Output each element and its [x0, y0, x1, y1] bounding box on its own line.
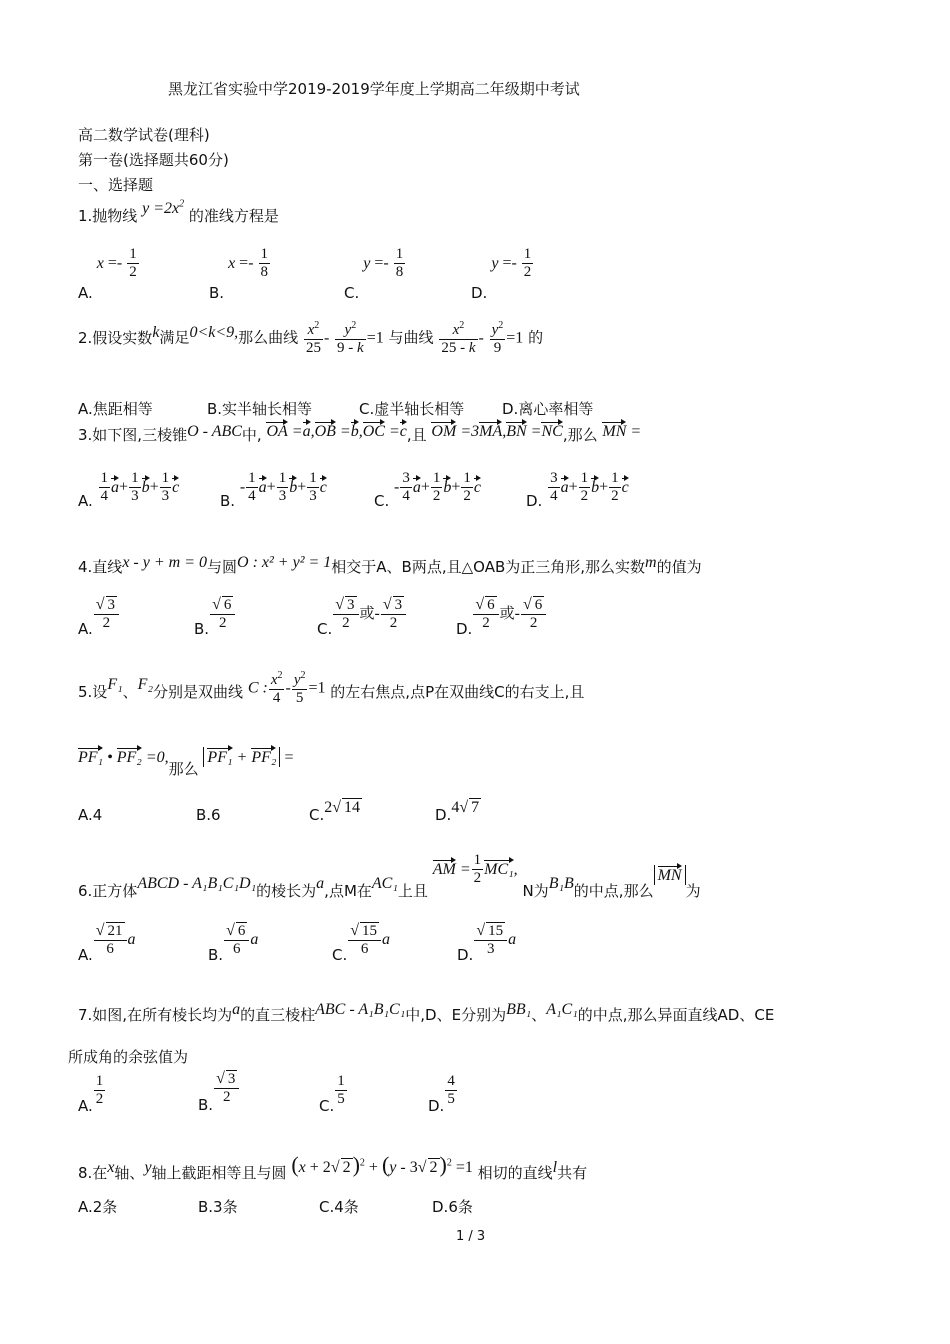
question-4: 4.直线x - y + m = 0与圆O : x² + y² = 1相交于A、B两点,且△OAB为正三角形,那么实数m的值为 [78, 554, 702, 576]
q4-option-d: D. $\frac{√ 6}{2}$ 或- $\frac{√ 6}{2}$ [456, 596, 547, 631]
subject-line: 高二数学试卷(理科) [78, 126, 210, 144]
q8-option-c: C.4条 [319, 1198, 359, 1216]
q4-option-a: A. $\frac{√ 3}{2}$ [78, 596, 120, 631]
section-heading: 一、选择题 [78, 176, 154, 194]
question-6: 6.正方体ABCD - A₁B₁C₁D₁的棱长为a,点M在AC₁上且 AM = $\frac{1}{2}$ MC₁, N为B₁B的中点,那么MN为 [78, 852, 701, 900]
q7-option-b: B. $\frac{√ 3}{2}$ [198, 1070, 240, 1105]
q4-option-b: B. $\frac{√ 6}{2}$ [194, 596, 236, 631]
q3-option-c: C. - $\frac{3}{4}$ a+ $\frac{1}{2}$ b+ $\frac{1}{2}$ c [374, 470, 482, 510]
q2-option-a: A.焦距相等 [78, 400, 153, 418]
q1-option-a: A.x =- $\frac{1}{2}$ [78, 246, 137, 302]
q7-option-a: A. $\frac{1}{2}$ [78, 1073, 104, 1115]
page-number: 1 / 3 [456, 1229, 486, 1244]
question-7: 7.如图,在所有棱长均为a的直三棱柱ABC - A₁B₁C₁中,D、E分别为BB₁、A₁C₁的中点,那么异面直线AD、CE [78, 1001, 775, 1024]
question-5: 5.设F₁、F₂分别是双曲线 C : $\frac{x^2}{4}$ - $\frac{y^2}{5}$ =1 的左右焦点,点P在双曲线C的右支上,且 [78, 670, 585, 706]
q1-option-d: D.y =- $\frac{1}{2}$ [471, 246, 532, 302]
q7-option-d: D. $\frac{4}{5}$ [428, 1073, 455, 1115]
q5-option-d: D.4√ 7 [435, 799, 480, 824]
q2-option-c: C.虚半轴长相等 [359, 400, 465, 418]
q2-option-b: B.实半轴长相等 [207, 400, 313, 418]
q3-option-b: B. - $\frac{1}{4}$ a+ $\frac{1}{3}$ b+ $\frac{1}{3}$ c [220, 470, 327, 510]
question-8: 8.在x轴、y轴上截距相等且与圆 (x + 2√ 2)$^2$ + (y - 3√ 2)$^2$ =1 相切的直线l共有 [78, 1152, 588, 1182]
q8-option-a: A.2条 [78, 1198, 118, 1216]
q7-option-c: C. $\frac{1}{5}$ [319, 1073, 345, 1115]
document-title: 黑龙江省实验中学2019-2019学年度上学期高二年级期中考试 [168, 80, 580, 98]
q5-option-b: B.6 [196, 806, 221, 824]
q8-option-d: D.6条 [432, 1198, 473, 1216]
q7-line-2: 所成角的余弦值为 [68, 1048, 189, 1066]
q3-option-a: A. $\frac{1}{4}$ a+ $\frac{1}{3}$ b+ $\frac{1}{3}$ c [78, 470, 180, 510]
question-2: 2.假设实数k满足0<k<9,那么曲线 $\frac{x^2}{25}$ - $\frac{y^2}{9 - k}$ =1 与曲线 $\frac{x^2}{25 - k}$ - $\frac{y^2}{9}$ =1 的 [78, 320, 544, 356]
q5-condition: PF₁ • PF₂ =0,那么 PF₁ + PF₂ = [78, 749, 294, 778]
q6-option-a: A. $\frac{√ 21}{6}$ a [78, 922, 136, 965]
question-3: 3.如下图,三棱锥O - ABC中, OA =a,OB =b,OC =c,且 OM =3MA,BN =NC,那么 MN = [78, 423, 642, 444]
q5-option-c: C.2√ 14 [309, 799, 361, 824]
q1-formula: $y =2x^2$ [142, 198, 185, 217]
part-heading: 第一卷(选择题共60分) [78, 151, 229, 169]
q2-option-d: D.离心率相等 [502, 400, 594, 418]
q3-option-d: D. $\frac{3}{4}$ a+ $\frac{1}{2}$ b+ $\frac{1}{2}$ c [526, 470, 629, 510]
q6-option-c: C. $\frac{√ 15}{6}$ a [332, 922, 391, 965]
q8-option-b: B.3条 [198, 1198, 238, 1216]
q6-option-d: D. $\frac{√ 15}{3}$ a [457, 922, 517, 965]
q1-option-c: C.y =- $\frac{1}{8}$ [344, 246, 404, 302]
q5-option-a: A.4 [78, 806, 103, 824]
q1-option-b: B.x =- $\frac{1}{8}$ [209, 246, 269, 302]
q6-option-b: B. $\frac{√ 6}{6}$ a [208, 922, 259, 965]
question-1: 1.抛物线 $y =2x^2$ 的准线方程是 [78, 198, 279, 225]
q4-option-c: C. $\frac{√ 3}{2}$ 或- $\frac{√ 3}{2}$ [317, 596, 407, 631]
